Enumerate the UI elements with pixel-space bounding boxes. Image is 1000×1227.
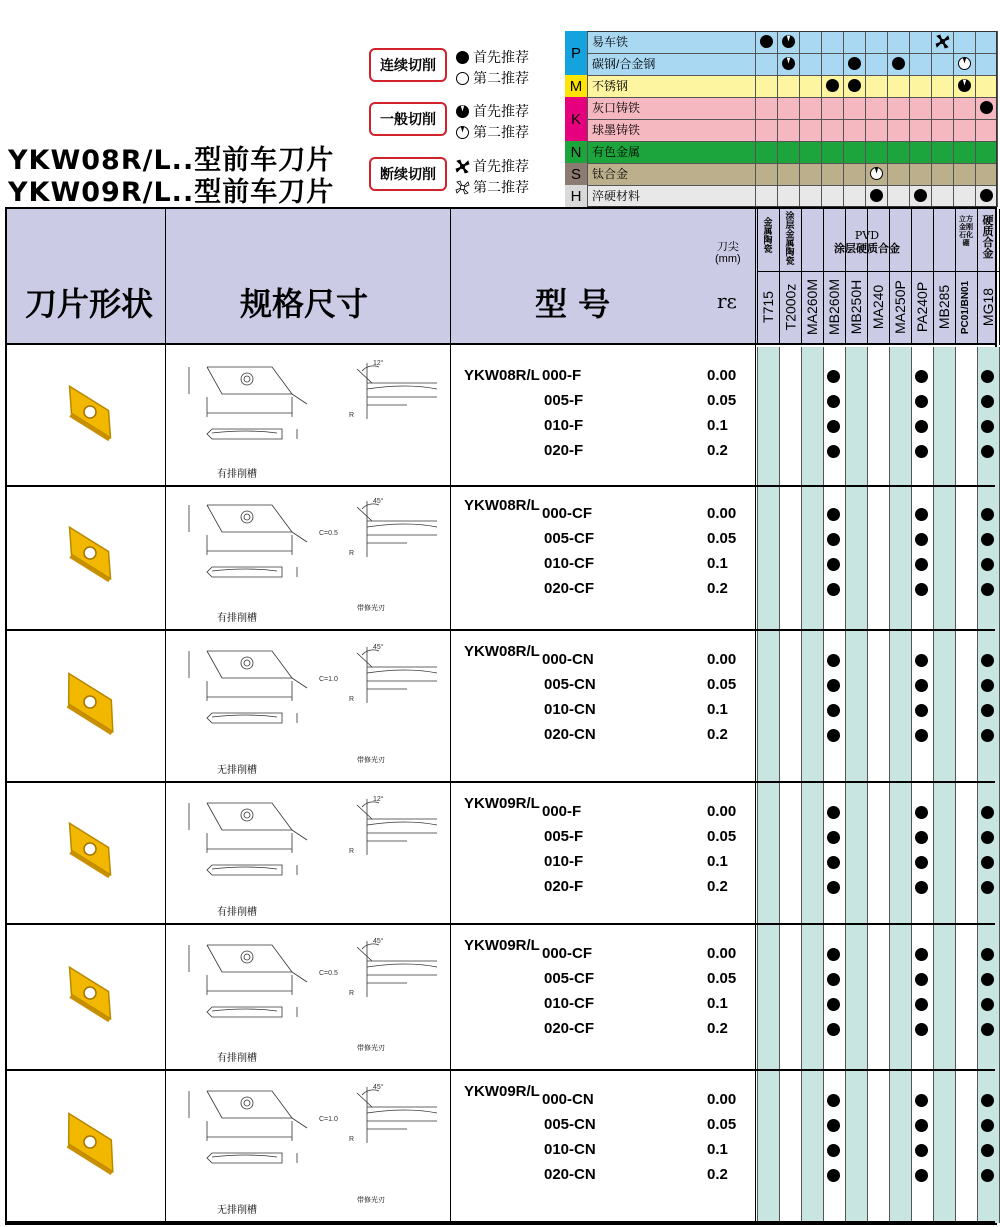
spec-drawing: [167, 633, 442, 753]
grade-name: PA240P: [914, 281, 930, 333]
recommendation-dot: [915, 395, 928, 408]
insert-shape-icon: [45, 518, 135, 588]
recommendation-dot: [981, 1169, 994, 1182]
nose-radius-value: 0.1: [707, 701, 728, 718]
recommendation-dot: [827, 533, 840, 546]
category-cermet: 金属陶瓷: [763, 218, 773, 255]
model-suffix: 000-CF: [542, 505, 593, 522]
nose-radius-value: 0.00: [707, 651, 737, 668]
recommendation-dot: [827, 973, 840, 986]
grade-header-ma260m: [801, 271, 823, 343]
grade-header-mb260m: [823, 271, 845, 343]
recommendation-dot: [827, 704, 840, 717]
product-row: [7, 631, 995, 783]
recommendation-dot: [827, 1094, 840, 1107]
category-carbide: 硬质合金: [982, 214, 994, 260]
recommendation-dot: [915, 679, 928, 692]
chamfer-label: C=1.0: [319, 1116, 338, 1123]
legend-primary-text: 首先推荐: [473, 103, 529, 119]
nose-radius-value: 0.1: [707, 995, 728, 1012]
recommendation-dot: [981, 856, 994, 869]
nose-radius-value: 0.00: [707, 1091, 737, 1108]
recommendation-dot: [827, 654, 840, 667]
material-cell-edge: [997, 141, 998, 163]
model-suffix: 005-CF: [544, 970, 595, 987]
header-shape: 刀片形状: [25, 285, 154, 323]
recommendation-dot: [981, 395, 994, 408]
material-letter: M: [565, 75, 587, 97]
grade-header-mg18: [977, 271, 999, 343]
model-suffix: 020-F: [544, 878, 584, 895]
grade-name: T715: [760, 291, 777, 323]
recommendation-dot: [827, 583, 840, 596]
nose-radius-value: 0.1: [707, 417, 728, 434]
recommendation-dot: [981, 558, 994, 571]
model-suffix: 010-CN: [544, 701, 596, 718]
model-suffix: 020-CN: [544, 1166, 596, 1183]
recommendation-dot: [915, 558, 928, 571]
nose-radius-value: 0.1: [707, 1141, 728, 1158]
legend-box-2: 一般切削: [369, 102, 447, 136]
nose-radius-value: 0.2: [707, 878, 728, 895]
circle-filled-icon: [455, 50, 470, 65]
title-line-2: YKW09R/L..型前车刀片: [8, 177, 335, 208]
recommendation-dot: [981, 704, 994, 717]
recommendation-dot: [915, 508, 928, 521]
legend-secondary-text: 第二推荐: [473, 124, 529, 140]
nose-radius-value: 0.00: [707, 505, 737, 522]
model-suffix: 010-F: [544, 417, 584, 434]
recommendation-dot: [915, 1119, 928, 1132]
recommendation-dot: [915, 973, 928, 986]
groove-caption: 有排削槽: [217, 613, 257, 624]
half-outline-icon: [455, 125, 470, 140]
grade-name: MB285: [936, 284, 953, 330]
groove-caption: 有排削槽: [217, 469, 257, 480]
grade-header-mb285: [933, 271, 955, 343]
circle-outline-icon: [455, 71, 470, 86]
recommendation-dot: [915, 998, 928, 1011]
recommendation-dot: [827, 370, 840, 383]
recommendation-dot: [827, 948, 840, 961]
material-name: 淬硬材料: [587, 185, 755, 207]
legend-primary-2: [455, 101, 529, 121]
recommendation-dot: [981, 806, 994, 819]
angle-label: 45°: [373, 1084, 384, 1091]
spec-drawing: [167, 785, 442, 905]
radius-label: R: [349, 412, 355, 419]
recommendation-dot: [981, 1023, 994, 1036]
category-pvd-title: PVD: [854, 229, 880, 242]
material-name: 易车铁: [587, 31, 755, 53]
grade-name: PC01/BN01: [960, 280, 972, 334]
grade-name: MG18: [980, 287, 996, 327]
recommendation-dot: [981, 973, 994, 986]
legend-primary-text: 首先推荐: [473, 49, 529, 65]
edge-caption: 带修光刃: [357, 757, 385, 764]
model-suffix: 005-F: [544, 392, 584, 409]
product-row: [7, 347, 995, 487]
legend-primary-text: 首先推荐: [473, 158, 529, 174]
recommendation-dot: [915, 1169, 928, 1182]
nose-radius-value: 0.00: [707, 803, 737, 820]
radius-label: R: [349, 990, 355, 997]
table-header: [7, 209, 995, 345]
model-base: YKW09R/L: [464, 937, 540, 954]
recommendation-dot: [827, 558, 840, 571]
nose-radius-value: 0.00: [707, 945, 737, 962]
recommendation-dot: [915, 445, 928, 458]
nose-unit: (mm): [715, 253, 741, 265]
angle-label: 45°: [373, 498, 384, 505]
recommendation-dot: [981, 370, 994, 383]
recommendation-dot: [827, 395, 840, 408]
material-name: 灰口铸铁: [587, 97, 755, 119]
nose-radius-value: 0.00: [707, 367, 737, 384]
model-suffix: 005-F: [544, 828, 584, 845]
recommendation-dot: [827, 856, 840, 869]
model-suffix: 020-CF: [544, 580, 595, 597]
model-suffix: 020-CN: [544, 726, 596, 743]
grade-header-ma250p: [889, 271, 911, 343]
radius-label: R: [349, 550, 355, 557]
recommendation-dot: [827, 1169, 840, 1182]
material-letter: K: [565, 97, 587, 141]
title-line-1: YKW08R/L..型前车刀片: [8, 145, 335, 176]
angle-label: 45°: [373, 938, 384, 945]
nose-radius-value: 0.1: [707, 853, 728, 870]
model-suffix: 010-CF: [544, 555, 595, 572]
material-cell-edge: [997, 75, 998, 97]
model-suffix: 005-CF: [544, 530, 595, 547]
recommendation-dot: [915, 654, 928, 667]
angle-label: 12°: [373, 796, 384, 803]
spec-drawing: [167, 1073, 442, 1193]
recommendation-dot: [981, 831, 994, 844]
recommendation-dot: [827, 679, 840, 692]
recommendation-dot: [827, 420, 840, 433]
recommendation-dot: [981, 1119, 994, 1132]
nose-label: 刀尖: [716, 241, 739, 253]
recommendation-dot: [915, 881, 928, 894]
recommendation-dot: [981, 998, 994, 1011]
recommendation-dot: [915, 948, 928, 961]
recommendation-dot: [827, 831, 840, 844]
recommendation-dot: [981, 533, 994, 546]
grade-header-pa240p: [911, 271, 933, 343]
spec-drawing: [167, 349, 442, 469]
model-suffix: 000-F: [542, 367, 582, 384]
recommendation-dot: [981, 1094, 994, 1107]
model-suffix: 000-F: [542, 803, 582, 820]
nose-radius-value: 0.2: [707, 442, 728, 459]
recommendation-dot: [915, 1094, 928, 1107]
spec-drawing: [167, 487, 442, 607]
insert-shape-icon: [45, 814, 135, 884]
material-cell-edge: [997, 119, 998, 141]
insert-shape-icon: [45, 1107, 135, 1177]
model-base: YKW08R/L: [464, 367, 540, 384]
legend-secondary-3: [455, 177, 529, 197]
chamfer-label: C=0.5: [319, 970, 338, 977]
grade-header-t715: [757, 271, 779, 343]
material-cell-edge: [997, 53, 998, 75]
category-pvd-sub: 涂层硬质合金: [834, 242, 900, 255]
recommendation-dot: [827, 1119, 840, 1132]
recommendation-dot: [915, 729, 928, 742]
header-nose-symbol: rε: [717, 289, 737, 313]
recommendation-dot: [915, 1144, 928, 1157]
product-row: [7, 1071, 995, 1223]
legend-primary-1: [455, 47, 529, 67]
category-pvd: [801, 229, 933, 255]
material-cell-edge: [997, 97, 998, 119]
recommendation-dot: [915, 583, 928, 596]
recommendation-dot: [915, 704, 928, 717]
radius-label: R: [349, 696, 355, 703]
model-suffix: 020-CF: [544, 1020, 595, 1037]
nose-radius-value: 0.05: [707, 1116, 737, 1133]
spec-drawing: [167, 927, 442, 1047]
material-letter: S: [565, 163, 587, 185]
grade-header-ma240: [867, 271, 889, 343]
legend-secondary-text: 第二推荐: [473, 179, 529, 195]
recommendation-dot: [981, 948, 994, 961]
model-suffix: 000-CN: [542, 651, 594, 668]
recommendation-dot: [915, 420, 928, 433]
recommendation-dot: [827, 881, 840, 894]
legend-secondary-2: [455, 122, 529, 142]
grade-header-mb250h: [845, 271, 867, 343]
nose-radius-value: 0.2: [707, 580, 728, 597]
header-nose-label: [715, 241, 741, 265]
chamfer-label: C=1.0: [319, 676, 338, 683]
material-cell-edge: [997, 163, 998, 185]
grade-header-t2000z: [779, 271, 801, 343]
nose-radius-value: 0.05: [707, 392, 737, 409]
material-name: 不锈钢: [587, 75, 755, 97]
recommendation-dot: [915, 370, 928, 383]
product-row: [7, 783, 995, 925]
recommendation-dot: [981, 1144, 994, 1157]
model-suffix: 000-CN: [542, 1091, 594, 1108]
recommendation-dot: [827, 806, 840, 819]
legend-box-3: 断续切削: [369, 157, 447, 191]
grade-name: MB260M: [826, 278, 842, 336]
chamfer-label: C=0.5: [319, 530, 338, 537]
grade-header-pc01bn01: [955, 271, 977, 343]
recommendation-dot: [827, 1144, 840, 1157]
model-base: YKW08R/L: [464, 643, 540, 660]
recommendation-dot: [981, 583, 994, 596]
grade-name: MA240: [870, 284, 887, 330]
material-cell-edge: [997, 185, 998, 207]
recommendation-dot: [981, 445, 994, 458]
recommendation-dot: [915, 1023, 928, 1036]
category-coated-cermet: 涂层金属陶瓷: [785, 212, 795, 267]
header-spec: 规格尺寸: [240, 285, 369, 323]
edge-caption: 带修光刃: [357, 1045, 385, 1052]
insert-shape-icon: [45, 667, 135, 737]
nose-radius-value: 0.05: [707, 676, 737, 693]
nose-radius-value: 0.05: [707, 530, 737, 547]
recommendation-dot: [915, 533, 928, 546]
category-cbn: 立方金刚石化硼: [959, 214, 973, 247]
recommendation-dot: [827, 508, 840, 521]
groove-caption: 无排削槽: [217, 765, 257, 776]
recommendation-dot: [981, 654, 994, 667]
recommendation-dot: [981, 881, 994, 894]
edge-caption: 带修光刃: [357, 605, 385, 612]
grade-name: MB250H: [848, 279, 864, 335]
model-suffix: 005-CN: [544, 1116, 596, 1133]
model-suffix: 005-CN: [544, 676, 596, 693]
radius-label: R: [349, 1136, 355, 1143]
grade-name: T2000z: [782, 283, 799, 331]
model-suffix: 010-CN: [544, 1141, 596, 1158]
recommendation-dot: [915, 831, 928, 844]
product-row: [7, 925, 995, 1071]
legend-secondary-1: [455, 68, 529, 88]
model-suffix: 020-F: [544, 442, 584, 459]
recommendation-dot: [981, 679, 994, 692]
material-cell-edge: [997, 31, 998, 53]
nose-radius-value: 0.2: [707, 1020, 728, 1037]
material-name: 碳钢/合金钢: [587, 53, 755, 75]
nose-radius-value: 0.2: [707, 726, 728, 743]
angle-label: 45°: [373, 644, 384, 651]
header-model: 型 号: [535, 285, 611, 323]
material-letter: N: [565, 141, 587, 163]
nose-radius-value: 0.05: [707, 970, 737, 987]
insert-shape-icon: [45, 958, 135, 1028]
groove-caption: 有排削槽: [217, 907, 257, 918]
recommendation-dot: [981, 508, 994, 521]
edge-caption: 带修光刃: [357, 1197, 385, 1204]
cross-filled-icon: [455, 159, 470, 174]
product-row: [7, 485, 995, 631]
recommendation-dot: [827, 998, 840, 1011]
recommendation-dot: [827, 1023, 840, 1036]
product-table: [5, 207, 997, 1225]
model-suffix: 010-F: [544, 853, 584, 870]
material-name: 有色金属: [587, 141, 755, 163]
legend-secondary-text: 第二推荐: [473, 70, 529, 86]
nose-radius-value: 0.2: [707, 1166, 728, 1183]
cross-outline-icon: [455, 180, 470, 195]
grade-name: MA260M: [804, 278, 820, 336]
nose-radius-value: 0.1: [707, 555, 728, 572]
material-letter: H: [565, 185, 587, 207]
grade-name: MA250P: [892, 280, 909, 334]
groove-caption: 无排削槽: [217, 1205, 257, 1216]
model-base: YKW09R/L: [464, 795, 540, 812]
insert-shape-icon: [45, 377, 135, 447]
angle-label: 12°: [373, 360, 384, 367]
material-name: 钛合金: [587, 163, 755, 185]
model-suffix: 010-CF: [544, 995, 595, 1012]
recommendation-dot: [827, 445, 840, 458]
recommendation-dot: [981, 729, 994, 742]
legend-primary-3: [455, 156, 529, 176]
material-name: 球墨铸铁: [587, 119, 755, 141]
model-base: YKW08R/L: [464, 497, 540, 514]
recommendation-dot: [981, 420, 994, 433]
radius-label: R: [349, 848, 355, 855]
half-filled-icon: [455, 104, 470, 119]
model-suffix: 000-CF: [542, 945, 593, 962]
groove-caption: 有排削槽: [217, 1053, 257, 1064]
material-letter: P: [565, 31, 587, 75]
model-base: YKW09R/L: [464, 1083, 540, 1100]
recommendation-dot: [915, 806, 928, 819]
legend-box-1: 连续切削: [369, 48, 447, 82]
material-border: [565, 31, 997, 207]
recommendation-dot: [915, 856, 928, 869]
recommendation-dot: [827, 729, 840, 742]
nose-radius-value: 0.05: [707, 828, 737, 845]
